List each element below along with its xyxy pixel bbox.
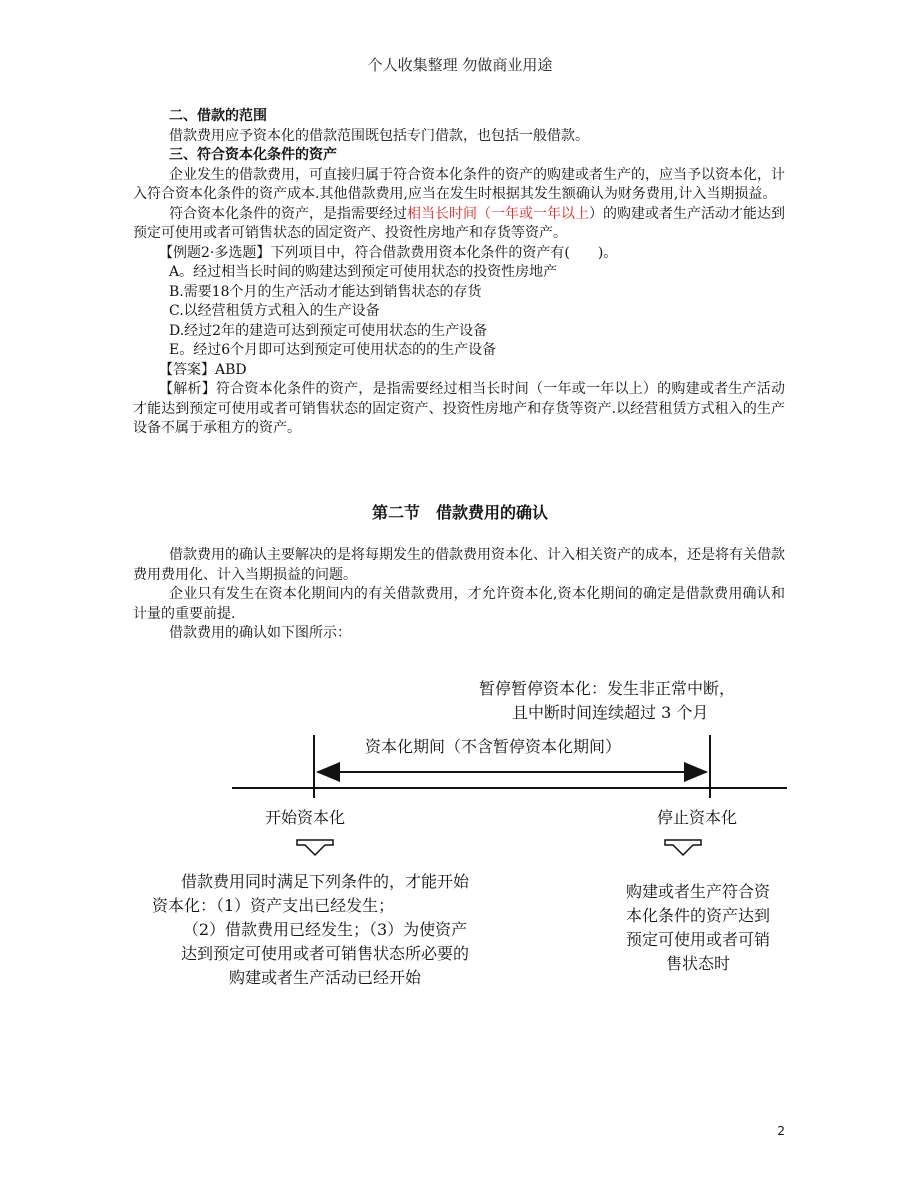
section-title: 第二节 借款费用的确认 xyxy=(371,503,548,522)
period-label: 资本化期间（不含暂停资本化期间） xyxy=(365,737,622,756)
page-number: 2 xyxy=(777,1124,785,1138)
section-content xyxy=(133,546,785,644)
start-cond-line: 借款费用同时满足下列条件的，才能开始 xyxy=(180,872,469,891)
highlight-long-time: 相当长时间 xyxy=(407,205,477,222)
capitalization-diagram xyxy=(0,660,920,1000)
start-cond-line: 资本化：（1）资产支出已经发生； xyxy=(152,896,395,915)
stop-label: 停止资本化 xyxy=(657,808,738,827)
start-conditions xyxy=(150,870,500,990)
answer: 【答案】ABD xyxy=(159,361,247,378)
para1: 借款费用的确认主要解决的是将每期发生的借款费用资本化、计入相关资产的成本，还是将有关借款费用费用化、计入当期损益的问题。 xyxy=(133,547,785,583)
stop-conditions xyxy=(598,880,798,976)
section3-text1: 企业发生的借款费用，可直接归属于符合资本化条件的资产的购建或者生产的，应当予以资本化，计入符合资本化条件的资产成本.其他借款费用,应当在发生时根据其发生额确认为财务费用,计入当期损益。 xyxy=(133,166,785,202)
example-question: 【例题2·多选题】下列项目中，符合借款费用资本化条件的资产有( )。 xyxy=(159,244,618,261)
down-arrow-icon xyxy=(665,840,701,855)
pause-label-2: 且中断时间连续超过 3 个月 xyxy=(512,703,709,722)
option-e: E。经过6个月即可达到预定可使用状态的的生产设备 xyxy=(169,342,497,358)
start-label: 开始资本化 xyxy=(265,808,346,827)
main-content xyxy=(133,107,785,439)
para2: 企业只有发生在资本化期间内的有关借款费用，才允许资本化,资本化期间的确定是借款费用确认和计量的重要前提. xyxy=(133,586,785,622)
start-cond-line: 购建或者生产活动已经开始 xyxy=(228,968,421,987)
text-part: 符合资本化条件的资产，是指需要经过 xyxy=(169,205,407,222)
para3: 借款费用的确认如下图所示： xyxy=(169,625,351,641)
stop-cond-line: 购建或者生产符合资 xyxy=(625,882,770,901)
highlight-one-year: （一年或一年以上 xyxy=(477,205,589,222)
stop-cond-line: 售状态时 xyxy=(665,954,730,973)
option-b: B.需要18个月的生产活动才能达到销售状态的存货 xyxy=(169,283,482,300)
section3-text2 xyxy=(133,205,785,244)
start-cond-line: 达到预定可使用或者可销售状态所必要的 xyxy=(180,944,469,963)
pause-label-1: 暂停暂停资本化：发生非正常中断， xyxy=(479,679,736,698)
section2-heading: 二、借款的范围 xyxy=(169,108,267,124)
option-c: C.以经营租赁方式租入的生产设备 xyxy=(169,303,380,319)
stop-cond-line: 预定可使用或者可销 xyxy=(625,930,770,949)
page-header: 个人收集整理 勿做商业用途 xyxy=(367,56,553,74)
option-a: A。经过相当长时间的购建达到预定可使用状态的投资性房地产 xyxy=(169,264,558,280)
analysis: 【解析】符合资本化条件的资产，是指需要经过相当长时间（一年或一年以上）的购建或者生产活动才能达到预定可使用或者可销售状态的固定资产、投资性房地产和存货等资产.以经营租赁方式租入的生产设备不属于承租方的资产。 xyxy=(133,381,785,436)
section3-heading: 三、符合资本化条件的资产 xyxy=(169,147,337,163)
start-cond-line: （2）借款费用已经发生；（3）为使资产 xyxy=(182,920,468,939)
down-arrow-icon xyxy=(297,840,333,855)
stop-cond-line: 本化条件的资产达到 xyxy=(625,906,770,925)
text-part: ）的购建或者生产活动才能达到预定可使用或者可销售状态的固定资产、投资性房地产和存货等资产。 xyxy=(133,205,785,241)
section2-text: 借款费用应予资本化的借款范围既包括专门借款，也包括一般借款。 xyxy=(169,127,589,144)
option-d: D.经过2年的建造可达到预定可使用状态的生产设备 xyxy=(169,322,488,339)
